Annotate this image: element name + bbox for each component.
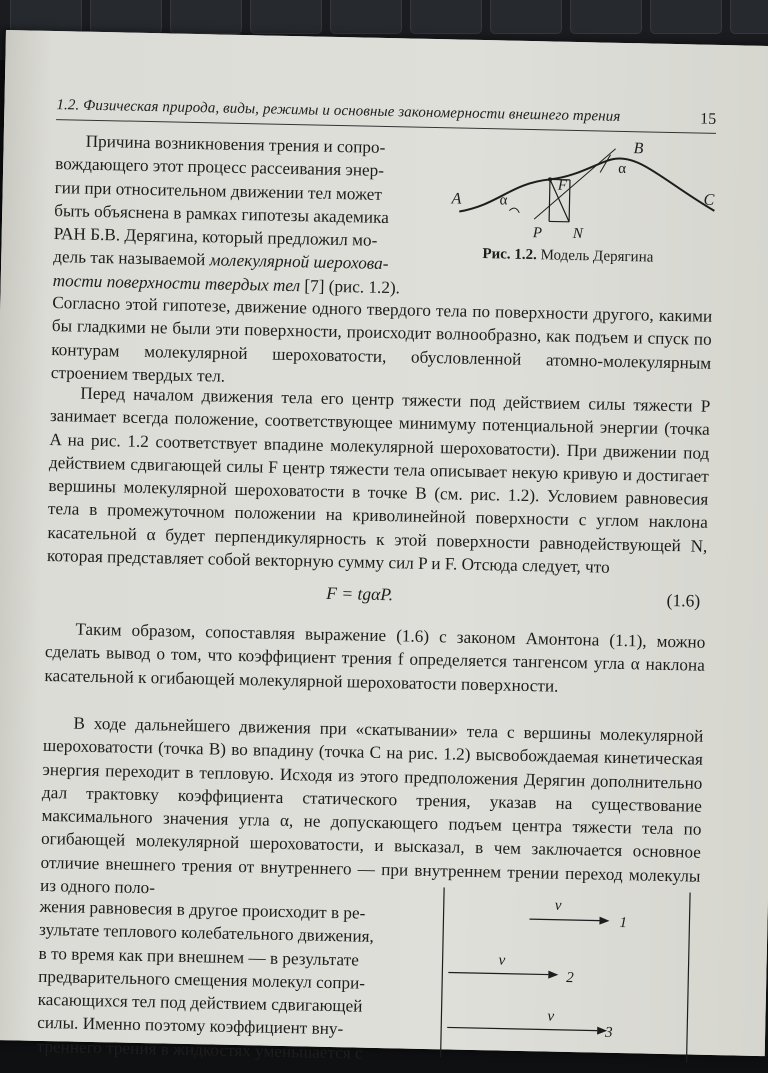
arrow-1-number: 1: [619, 915, 627, 931]
paragraph-2: [47, 381, 711, 581]
paragraph-text: Перед началом движения тела его центр тяжести под действием силы тяжести P занимает всегда положение, соответствующее минимуму потенциальной энергии (точка A на рис. 1.2 соответствует впадине молекулярной шероховатости). При движении под действием сдвигающей силы F центр тяжести тела описывает некую кривую и достигает вершины молекулярной шероховатости в точке B (см. рис. 1.2). Условием равновесия тела в промежуточном положении на криволинейной поверхности с углом наклона касательной α будет перпендикулярность к этой поверхности равнодействующей N, которая представляет собой векторную сумму сил P и F. Отсюда следует, что: [47, 381, 711, 581]
deryagin-curve-diagram: [449, 137, 726, 248]
keyboard-key: [570, 0, 642, 34]
formula-expression: F = tgαP.: [326, 583, 393, 605]
label-A: A: [450, 190, 461, 207]
text-line: Причина возникновения трения и сопро-: [85, 132, 385, 157]
paragraph-text: Таким образом, сопоставляя выражение (1.6) с законом Амонтона (1.1), можно сделать вывод о том, что коэффициент трения f определяется тангенсом угла α наклона касательной к огибающей молекулярной шероховатости поверхности.: [44, 617, 705, 701]
figure-velocity-layers: [437, 887, 701, 1062]
arrow-2-velocity-label: v: [498, 953, 505, 969]
arrow-3-number: 3: [604, 1025, 613, 1041]
keyboard-key: [650, 0, 722, 34]
italic-term: тости поверхности твердых тел: [53, 271, 301, 295]
figure-1-caption-number: Рис. 1.2.: [482, 246, 537, 263]
text-line: РАН Б.В. Дерягина, который предложил мо-: [54, 224, 378, 250]
text-line: предварительного смещения молекул сопри-: [38, 967, 365, 993]
figure-1-caption: [482, 246, 653, 267]
text-line: касающихся тел под действием сдвигающей: [38, 990, 363, 1016]
arrow-2-number: 2: [566, 970, 574, 986]
text-line: жения равновесия в другое происходит в ре-: [39, 897, 365, 923]
text-line: [7] (рис. 1.2).: [300, 276, 400, 297]
arrow-3-velocity-label: v: [547, 1009, 554, 1025]
figure-1-caption-text: Модель Дерягина: [537, 247, 654, 265]
keyboard-key: [330, 0, 402, 34]
book-page: [0, 30, 768, 1056]
paragraph-4: [40, 711, 704, 911]
running-header: [56, 97, 716, 128]
keyboard-key: [410, 0, 482, 34]
formula-number: (1.6): [666, 590, 700, 612]
label-F: F: [557, 178, 568, 194]
text-line: зультате теплового колебательного движения,: [39, 920, 374, 946]
paragraph-text: Согласно этой гипотезе, движение одного твердого тела по поверхности другого, какими бы гладкими не были эти поверхности, происходит волнообразно, как подъем и спуск по контурам молекулярной шероховатости, обусловленной атомно-молекулярным строением твердых тел.: [51, 291, 713, 398]
keyboard-key: [170, 0, 242, 34]
label-B: B: [633, 140, 643, 157]
text-line: силы. Именно поэтому коэффициент вну-: [37, 1013, 343, 1038]
paragraph-text: В ходе дальнейшего движения при «скатывании» тела с вершины молекулярной шероховатости (точка B) во впадину (точка C на рис. 1.2) высвобождаемая кинетическая энергия переходит в тепловую. Исходя из этого предположения Дерягин дополнительно дал трактовку коэффициента статического трения, указав на существование максимального значения угла α, не допускающего подъем центра тяжести тела по огибающей молекулярной шероховатости, и высказал, в чем заключается основное отличие внешнего трения от внутреннего — при внутреннем трении переход молекулы из одного поло-: [40, 711, 704, 911]
arrow-1-velocity-label: v: [555, 898, 562, 914]
paragraph-1-rest: [51, 291, 713, 398]
text-line: гии при относительном движении тел может: [55, 178, 383, 204]
italic-term: молекулярной шерохова-: [209, 251, 388, 274]
text-line: треннего трения в жидкостях уменьшается с: [37, 1037, 363, 1063]
label-alpha-2: α: [618, 161, 626, 177]
header-title: 1.2. Физическая природа, виды, режимы и основные закономерности внешнего трения: [56, 97, 620, 125]
keyboard-key: [730, 0, 768, 34]
paragraph-1-narrow: [53, 129, 446, 300]
text-line: вождающего этот процесс рассеивания энер-: [55, 154, 384, 180]
keyboard-key: [90, 0, 162, 34]
page-number: 15: [700, 111, 717, 129]
label-alpha-1: α: [499, 192, 507, 208]
keyboard-key: [250, 0, 322, 34]
keyboard-key: [490, 0, 562, 34]
text-line: быть объяснена в рамках гипотезы академика: [54, 201, 389, 227]
paragraph-5-narrow: [36, 895, 429, 1066]
velocity-layers-diagram: [437, 887, 701, 1062]
label-C: C: [703, 192, 714, 209]
keyboard-key: [10, 0, 82, 34]
figure-deryagin-model: [448, 137, 726, 293]
text-line: в то время как при внешнем — в результате: [38, 943, 359, 969]
text-line: дель так называемой: [53, 248, 210, 270]
label-P: P: [532, 225, 543, 241]
paragraph-3: [44, 617, 705, 701]
label-N: N: [572, 226, 584, 242]
